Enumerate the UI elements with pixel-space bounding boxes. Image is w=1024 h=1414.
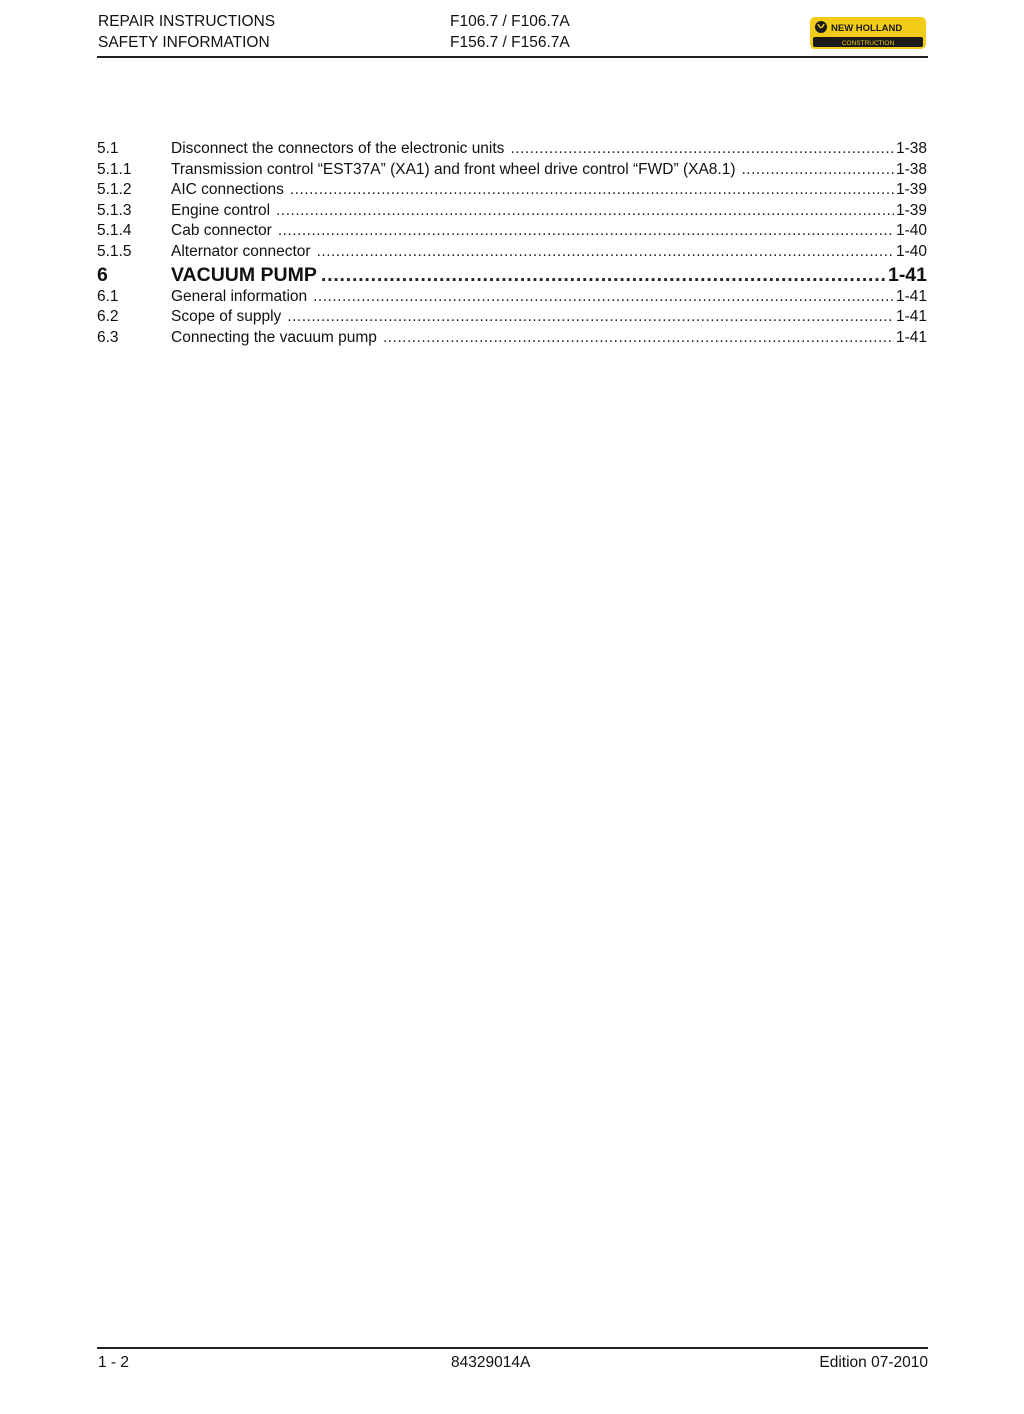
toc-entry[interactable] (97, 180, 927, 201)
toc-entry-number: 5.1.2 (97, 181, 132, 199)
toc-entry[interactable] (97, 328, 927, 349)
toc-entry-page: 1-39 (895, 201, 927, 219)
toc-entry-title: Alternator connector (171, 242, 311, 260)
toc-dot-leader (276, 201, 894, 222)
toc-dot-leader (742, 160, 894, 181)
toc-entry-page: 1-41 (895, 287, 927, 305)
toc-entry-page: 1-39 (895, 181, 927, 199)
toc-entry[interactable] (97, 139, 927, 160)
toc-entry[interactable] (97, 221, 927, 242)
toc-entry-title: Cab connector (171, 222, 272, 240)
header-title-line1: REPAIR INSTRUCTIONS (98, 13, 276, 30)
toc-entry-number: 5.1.4 (97, 222, 132, 240)
toc-entry-page: 1-38 (895, 140, 927, 157)
footer-edition: Edition 07-2010 (819, 1354, 928, 1371)
toc-entry-number: 5.1.5 (97, 242, 132, 260)
toc-entry-page: 1-41 (895, 328, 927, 346)
toc-entry[interactable] (97, 201, 927, 222)
toc-entry-title: Engine control (171, 201, 271, 219)
toc-entry-title: AIC connections (171, 181, 284, 199)
footer-page-number: 1 - 2 (98, 1354, 130, 1371)
header-models (450, 11, 570, 53)
toc-entry[interactable] (97, 242, 927, 263)
toc-entry-title: Disconnect the connectors of the electronic units (171, 140, 505, 157)
toc-entry[interactable] (97, 263, 927, 287)
header-left (98, 11, 275, 53)
toc-dot-leader (290, 180, 894, 201)
toc-dot-leader (317, 242, 894, 263)
table-of-contents (97, 139, 927, 348)
toc-dot-leader (510, 139, 894, 160)
toc-entry-page: 1-40 (895, 222, 927, 240)
toc-entry-number: 6.2 (97, 308, 119, 326)
toc-entry[interactable] (97, 287, 927, 308)
toc-entry-title: Scope of supply (171, 308, 282, 326)
toc-entry-page: 1-40 (895, 242, 927, 260)
toc-entry-title: General information (171, 287, 308, 305)
new-holland-logo (809, 15, 927, 51)
toc-entry-number: 5.1 (97, 140, 119, 157)
toc-entry-number: 6.1 (97, 287, 119, 305)
toc-entry-page: 1-41 (887, 263, 927, 286)
toc-dot-leader (313, 287, 894, 308)
toc-entry[interactable] (97, 307, 927, 328)
logo-text-top: NEW HOLLAND (831, 23, 903, 34)
header-model-line2: F156.7 / F156.7A (450, 34, 570, 51)
toc-entry-page: 1-38 (895, 160, 927, 178)
toc-entry-number: 6.3 (97, 328, 119, 346)
footer-doc-number: 84329014A (451, 1354, 531, 1371)
logo-text-bottom: CONSTRUCTION (841, 40, 895, 47)
page-header (97, 8, 928, 58)
toc-entry-title: VACUUM PUMP (171, 263, 317, 286)
toc-entry-number: 6 (97, 263, 108, 286)
leaf-emblem-icon (815, 21, 827, 33)
toc-dot-leader (383, 328, 894, 349)
toc-dot-leader (287, 307, 894, 328)
toc-dot-leader (278, 221, 894, 242)
header-title-line2: SAFETY INFORMATION (98, 34, 270, 51)
toc-entry-number: 5.1.3 (97, 201, 132, 219)
toc-dot-leader (321, 263, 886, 287)
toc-entry-page: 1-41 (895, 308, 927, 326)
toc-entry-title: Transmission control “EST37A” (XA1) and front wheel drive control “FWD” (XA8.1) (171, 160, 736, 178)
page-footer (97, 1347, 928, 1379)
toc-entry[interactable] (97, 160, 927, 181)
toc-entry-title: Connecting the vacuum pump (171, 328, 377, 346)
toc-entry-number: 5.1.1 (97, 160, 132, 178)
header-model-line1: F106.7 / F106.7A (450, 13, 570, 30)
